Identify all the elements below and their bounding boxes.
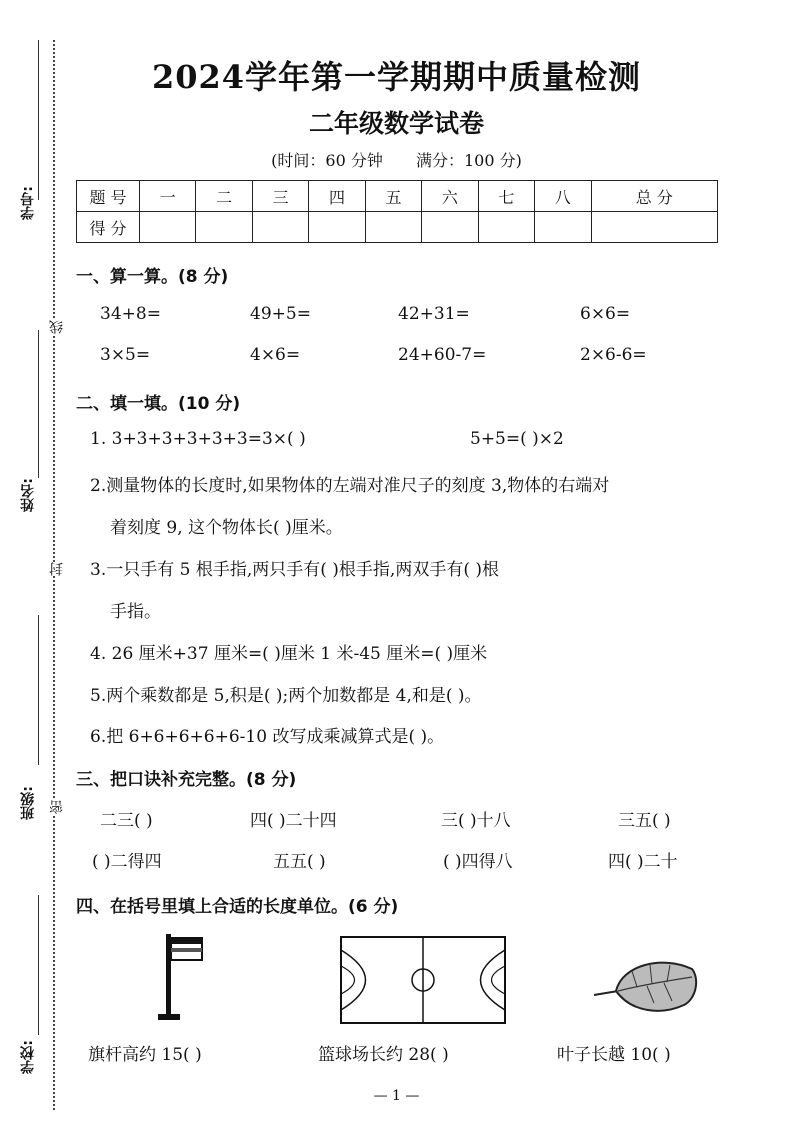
score-col-7: 七 [478,181,534,212]
score-col-label: 题 号 [77,181,140,212]
calc-item: 49+5= [250,304,311,324]
class-label: 班级: [20,786,36,820]
section2-title: 二、填一填。(10 分) [76,394,241,414]
score-col-2: 二 [196,181,252,212]
score-cell[interactable] [478,212,534,243]
score-cell[interactable] [535,212,591,243]
mnemonic-item: 五五( ) [273,852,326,872]
score-col-3: 三 [252,181,308,212]
seal-char-feng: 封 [49,562,65,576]
fill-q2a: 2.测量物体的长度时,如果物体的左端对准尺子的刻度 3,物体的右端对 [90,476,610,496]
exam-subtitle: 二年级数学试卷 [308,109,484,138]
fill-q1b: 5+5=( )×2 [470,429,564,449]
mnemonic-item: 四( )二十四 [250,811,337,831]
mnemonic-item: 二三( ) [100,811,153,831]
calc-item: 24+60-7= [398,345,487,365]
unit-item-court: 篮球场长约 28( ) [318,1045,449,1065]
exam-title: 2024学年第一学期期中质量检测 [151,58,642,96]
score-col-5: 五 [365,181,421,212]
score-cell[interactable] [591,212,718,243]
exam-time: (时间：60 分钟 [271,151,383,170]
unit-item-flagpole: 旗杆高约 15( ) [88,1045,202,1065]
fill-q6: 6.把 6+6+6+6+6-10 改写成乘减算式是( )。 [90,727,445,747]
fill-q4: 4. 26 厘米+37 厘米=( )厘米 1 米-45 厘米=( )厘米 [90,644,488,664]
score-col-6: 六 [422,181,478,212]
sidebar-line-4 [38,895,39,1035]
flagpole-image [150,930,210,1025]
score-cell[interactable] [422,212,478,243]
fill-q3b: 手指。 [110,602,161,622]
sidebar-line-3 [38,615,39,765]
score-table-header-row [77,181,718,212]
score-table-score-row [77,212,718,243]
calc-item: 4×6= [250,345,301,365]
score-col-8: 八 [535,181,591,212]
fill-q2b: 着刻度 9, 这个物体长( )厘米。 [110,518,343,538]
score-col-4: 四 [309,181,365,212]
score-cell[interactable] [309,212,365,243]
calc-item: 34+8= [100,304,161,324]
mnemonic-item: ( )二得四 [92,852,162,872]
school-label: 学校: [20,1040,36,1074]
score-col-1: 一 [140,181,196,212]
calc-item: 2×6-6= [580,345,647,365]
exam-full-score: 满分：100 分) [415,151,522,170]
basketball-court-image [340,936,506,1024]
calc-item: 42+31= [398,304,470,324]
mnemonic-item: 三五( ) [618,811,671,831]
unit-item-leaf: 叶子长越 10( ) [557,1045,671,1065]
section3-title: 三、把口诀补充完整。(8 分) [76,770,297,790]
mnemonic-item: 四( )二十 [608,852,678,872]
calc-item: 3×5= [100,345,151,365]
seal-char-mi: 密 [49,800,65,814]
mnemonic-item: 三( )十八 [441,811,511,831]
fill-q1a: 1. 3+3+3+3+3+3=3×( ) [90,429,306,449]
score-row-label: 得 分 [77,212,140,243]
score-col-total: 总 分 [591,181,718,212]
section4-title: 四、在括号里填上合适的长度单位。(6 分) [76,897,399,917]
leaf-image [592,955,702,1017]
score-cell[interactable] [196,212,252,243]
score-cell[interactable] [365,212,421,243]
name-label: 姓名: [20,478,36,512]
fill-q5: 5.两个乘数都是 5,积是( );两个加数都是 4,和是( )。 [90,686,482,706]
section1-title: 一、算一算。(8 分) [76,267,229,287]
score-cell[interactable] [252,212,308,243]
calc-item: 6×6= [580,304,631,324]
page-number: — 1 — [373,1088,420,1104]
exam-meta [0,148,793,171]
fill-q3a: 3.一只手有 5 根手指,两只手有( )根手指,两双手有( )根 [90,560,499,580]
student-id-label: 学号: [20,186,36,220]
mnemonic-item: ( )四得八 [443,852,513,872]
sidebar-line-2 [38,330,39,478]
score-table [76,180,718,243]
score-cell[interactable] [140,212,196,243]
seal-char-xian: 线 [49,320,65,334]
